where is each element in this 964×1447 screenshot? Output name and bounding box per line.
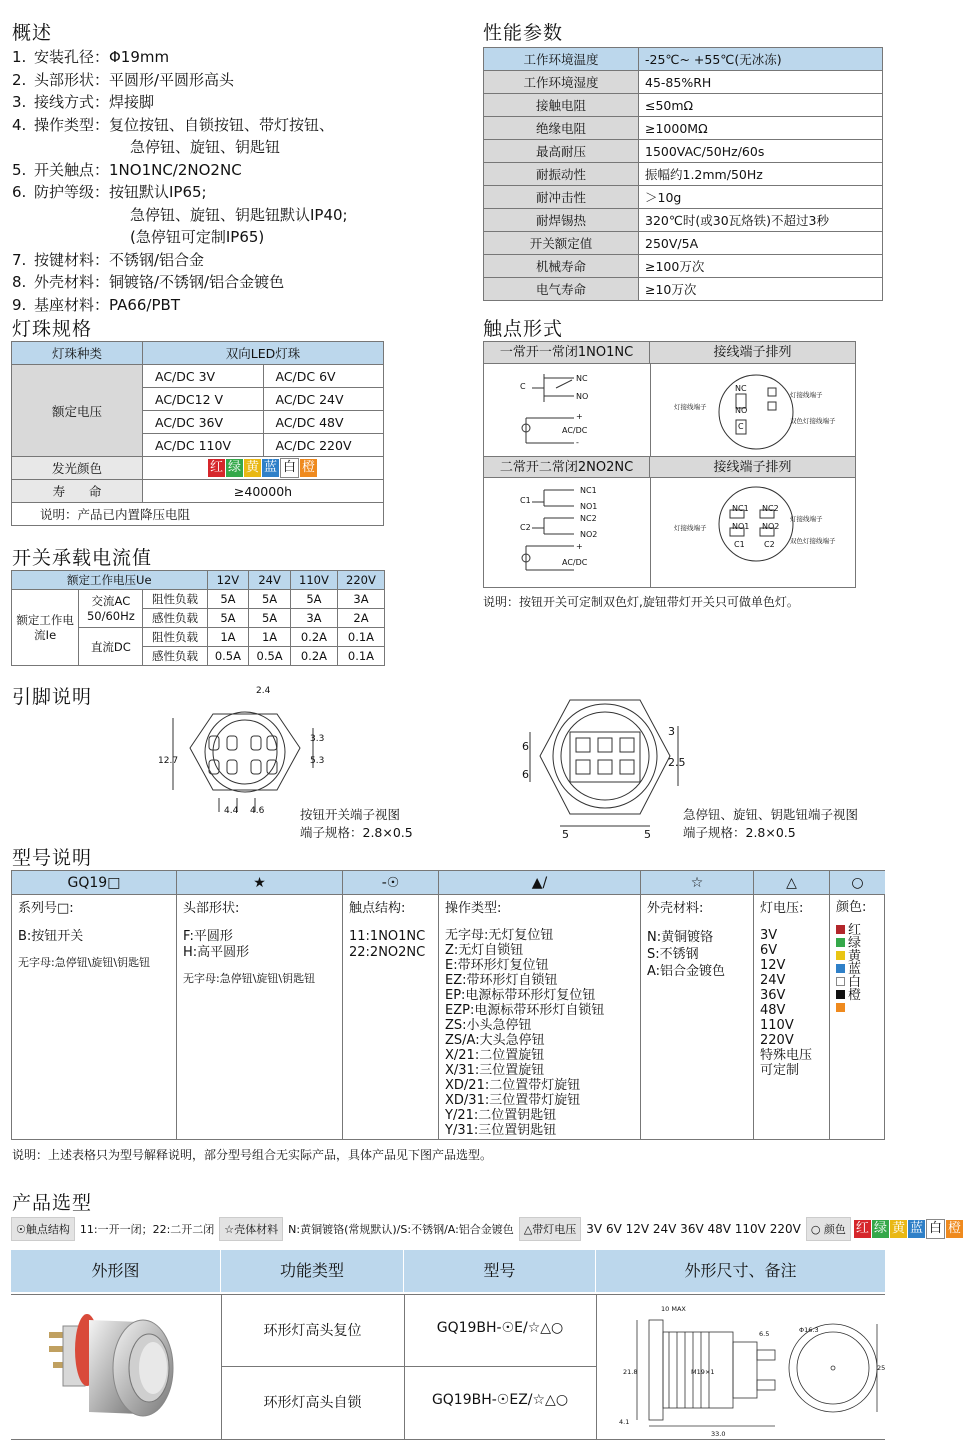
dim-label: 33.0 [711,1430,726,1438]
performance-key: 开关额定值 [484,232,639,255]
model-header: ▲/ [439,871,641,895]
pin-diagram-button [165,688,325,818]
led-voltage: AC/DC 110V [143,434,264,457]
dim-label: 3.3 [310,734,325,744]
performance-key: 最高耐压 [484,140,639,163]
overview-list [12,46,348,316]
label-nc: NC [576,374,588,383]
dim-label: 4.4 [224,806,239,816]
overview-text: 外壳材料：铜镀铬/不锈钢/铝合金镀色 [34,273,285,291]
performance-key: 绝缘电阻 [484,117,639,140]
performance-row [484,94,883,117]
performance-row [484,117,883,140]
label-no1: NO1 [580,502,598,511]
dim-label: 10 MAX [661,1305,686,1313]
contact-header-2: 接线端子排列 [650,342,855,364]
model-text: 颜色: [836,900,867,915]
dim-label: 25 [877,1364,886,1372]
dim-label: 21.8 [623,1368,638,1376]
current-cell: 5A [207,609,249,628]
current-cell: 5A [249,609,291,628]
model-text: EP:电源标带环形灯复位钮 [445,988,596,1003]
performance-value: ≥100万次 [639,255,883,278]
model-header: ★ [177,871,343,895]
sel-text: 11:一开一闭；22:二开二闭 [79,1223,215,1236]
model-note: 说明：上述表格只为型号解释说明，部分型号组合无实际产品，具体产品见下图产品选型。 [12,1148,493,1162]
performance-title: 性能参数 [483,22,564,44]
performance-value: 1500VAC/50Hz/60s [639,140,883,163]
model-col-voltage [754,895,830,1140]
label-no2: NO2 [580,530,598,539]
overview-num: 2. [12,70,27,89]
color-name: 蓝 [848,962,862,977]
product-func: 环形灯高头复位 [263,1323,362,1339]
model-text: ZS/A:大头急停钮 [445,1033,545,1048]
contact-header-4: 接线端子排列 [650,456,855,478]
color-name: 白 [848,975,862,990]
color-chip: 绿 [227,460,241,475]
led-type-label: 灯珠种类 [12,342,143,365]
volt-header: 12V [207,571,249,590]
model-col-shell [641,895,754,1140]
dim-label: 4.1 [619,1418,630,1426]
col-line [596,1294,597,1440]
dim-label: 6 [522,740,529,753]
performance-value: 45-85%RH [639,71,883,94]
model-header: GQ19□ [12,871,177,895]
performance-key: 工作环境温度 [484,48,639,71]
contact-form-box [483,341,856,588]
color-chip: 橙 [302,460,316,475]
model-text: 无字母:急停钮\旋钮\钥匙钮 [18,956,151,969]
model-text: EZ:带环形灯自锁钮 [445,973,558,988]
led-life-label: 寿 命 [12,480,143,503]
product-model: GQ19BH-☉E/☆△○ [436,1320,564,1336]
sel-text: N:黄铜镀铬(常规默认)/S:不锈钢/A:铝合金镀色 [288,1223,514,1236]
dim-label: 5 [644,828,651,841]
current-cell: 0.5A [249,647,291,666]
color-swatch [836,964,845,973]
current-cell: 5A [290,590,337,609]
dim-label: 5 [562,828,569,841]
sel-badge: ☉触点结构 [11,1217,75,1241]
row-line [11,1294,885,1295]
led-note: 说明：产品已内置降压电阻 [12,503,384,526]
pin-caption-line: 端子规格：2.8×0.5 [683,825,796,840]
model-text: 11:1NO1NC [349,929,426,944]
dim-label: 6.5 [759,1330,770,1338]
dim-label: 5.3 [310,756,325,766]
label-c: C [520,382,526,391]
load-label: 感性负载 [143,609,207,628]
label-nc2: NC2 [580,514,597,523]
model-header: -☉ [343,871,439,895]
product-header: 型号 [404,1250,596,1292]
performance-row [484,140,883,163]
model-header: △ [754,871,830,895]
performance-value: 250V/5A [639,232,883,255]
model-title: 型号说明 [12,847,93,869]
performance-key: 机械寿命 [484,255,639,278]
model-text: EZP:电源标带环形灯自锁钮 [445,1003,605,1018]
volt-header: 220V [337,571,384,590]
model-text: 12V [760,958,786,973]
overview-num: 7. [12,250,27,269]
sel-badge: ○ 颜色 [806,1217,851,1241]
current-table [11,570,385,666]
model-text: 操作类型: [445,901,502,916]
lamp-terminal-label: 灯接线端子 [790,391,823,399]
current-cell: 3A [290,609,337,628]
sel-badge: △带灯电压 [519,1217,581,1241]
performance-row [484,278,883,301]
load-label: 阻性负载 [143,590,207,609]
col-line [404,1294,405,1440]
performance-row [484,232,883,255]
overview-item [12,226,348,249]
current-cell: 0.5A [207,647,249,666]
model-text: 外壳材料: [647,901,704,916]
volt-header: 110V [290,571,337,590]
performance-row [484,163,883,186]
model-text: 头部形状: [183,901,240,916]
performance-value: ＞10g [639,186,883,209]
model-text: S:不锈钢 [647,947,699,962]
current-cell: 1A [207,628,249,647]
lamp-terminal-label: 灯接线端子 [674,403,707,411]
pin-caption-button [300,806,413,842]
model-text: 3V [760,928,778,943]
t-nc: NC [735,384,747,393]
led-table [11,341,384,526]
model-text: 无字母:无灯复位钮 [445,928,554,943]
dim-label: M19×1 [691,1368,715,1376]
pin-caption-line: 端子规格：2.8×0.5 [300,825,413,840]
color-chip: 蓝 [909,1221,923,1236]
model-text: 无字母:急停钮\旋钮\钥匙钮 [183,972,316,985]
selection-bar [11,1216,962,1242]
label-plus: + [576,412,583,421]
model-text: 系列号□: [18,901,74,916]
t-nc2: NC2 [762,504,779,513]
label-plus: + [576,542,583,551]
current-cell: 0.2A [290,647,337,666]
product-model: GQ19BH-☉EZ/☆△○ [431,1392,569,1408]
contact-header-1: 一常开一常闭1NO1NC [484,342,650,364]
model-text: 48V [760,1003,786,1018]
color-chip: 蓝 [264,460,278,475]
performance-row [484,48,883,71]
current-cell: 5A [207,590,249,609]
color-name: 橙 [848,988,862,1003]
overview-text: 急停钮、旋钮、钥匙钮默认IP40; [130,205,348,224]
label-acdc: AC/DC [562,426,588,435]
color-name: 黄 [848,949,862,964]
volt-header: 24V [249,571,291,590]
performance-key: 耐焊锡热 [484,209,639,232]
overview-item [12,249,348,272]
performance-key: 耐冲击性 [484,186,639,209]
model-header: ○ [830,871,885,895]
dim-label: 4.6 [250,806,265,816]
label-c1: C1 [520,496,531,505]
model-text: 灯电压: [760,901,804,916]
current-cell: 5A [249,590,291,609]
load-label: 感性负载 [143,647,207,666]
t-no: NO [735,406,748,415]
model-text: ZS:小头急停钮 [445,1018,532,1033]
contact-title: 触点形式 [483,318,564,340]
sel-text: 3V 6V 12V 24V 36V 48V 110V 220V [586,1222,801,1236]
model-text: 特殊电压 [760,1048,813,1063]
selection-title: 产品选型 [12,1192,93,1214]
color-swatch [836,977,845,986]
overview-text: 开关触点：1NO1NC/2NO2NC [34,160,242,179]
dc-label: 直流DC [79,628,143,666]
model-text: F:平圆形 [183,929,233,944]
color-swatch [836,951,845,960]
product-header: 功能类型 [221,1250,404,1292]
load-label: 阻性负载 [143,628,207,647]
model-text: 220V [760,1033,794,1048]
current-cell: 0.2A [290,628,337,647]
overview-title: 概述 [12,22,53,44]
terminal-2no2nc [716,484,796,564]
led-voltage: AC/DC 24V [263,388,384,411]
dual-lamp-terminal-label: 双色灯接线端子 [790,417,836,425]
lamp-terminal-label: 灯接线端子 [674,524,707,532]
overview-item [12,136,348,159]
pin-caption-line: 急停钮、旋钮、钥匙钮端子视图 [683,807,859,822]
label-no: NO [576,392,589,401]
terminal-1no1nc [716,372,796,452]
overview-num: 4. [12,115,27,134]
dual-lamp-terminal-label: 双色灯接线端子 [790,537,836,545]
overview-num: 1. [12,48,27,66]
led-type-value: 双向LED灯珠 [143,342,384,365]
overview-item [12,181,348,204]
current-cell: 2A [337,609,384,628]
overview-num: 3. [12,93,27,111]
current-cell: 3A [337,590,384,609]
model-text: X/21:二位置旋钮 [445,1048,545,1063]
overview-text: 头部形状：平圆形/平圆形高头 [34,70,235,89]
model-text: 可定制 [760,1063,800,1078]
pin-caption-line: 按钮开关端子视图 [300,807,401,822]
performance-table [483,47,883,301]
model-col-series [12,895,177,1140]
model-table [11,870,885,1140]
pin-diagram-estop [520,686,690,836]
model-text: H:高平圆形 [183,945,250,960]
ac-label: 交流AC 50/60Hz [79,590,143,628]
color-chip: 绿 [873,1221,887,1236]
overview-num: 9. [12,295,27,314]
overview-num: 6. [12,183,27,201]
led-life-value: ≥40000h [143,480,384,503]
dimension-drawing [609,1306,886,1436]
led-voltage-label: 额定电压 [12,365,143,457]
t-nc1: NC1 [732,504,749,513]
col-line [221,1294,222,1440]
led-voltage: AC/DC 36V [143,411,264,434]
overview-text: 急停钮、旋钮、钥匙钮 [130,138,281,156]
rated-current-label: 额定工作电流Ie [12,590,79,666]
model-text: XD/21:二位置带灯旋钮 [445,1078,581,1093]
dim-label: 2.4 [256,686,271,696]
led-voltage: AC/DC 3V [143,365,264,388]
overview-item [12,159,348,182]
schematic-2no2nc [514,482,634,582]
dim-label: 12.7 [158,756,179,766]
product-table [11,1250,885,1440]
overview-item [12,46,348,69]
current-cell: 0.1A [337,628,384,647]
performance-row [484,186,883,209]
model-text: 110V [760,1018,794,1033]
performance-key: 工作环境湿度 [484,71,639,94]
color-chip: 红 [855,1221,869,1236]
led-color-chips [143,457,384,480]
current-cell: 0.1A [337,647,384,666]
color-chip: 黄 [891,1221,905,1236]
t-c1: C1 [734,540,745,549]
dim-label: 2.5 [668,756,686,769]
overview-item [12,204,348,227]
t-no1: NO1 [732,522,750,531]
performance-value: ≥10万次 [639,278,883,301]
overview-text: (急停钮可定制IP65) [130,228,265,246]
overview-text: 操作类型：复位按钮、自锁按钮、带灯按钮、 [34,115,335,134]
overview-text: 防护等级：按钮默认IP65; [34,183,207,201]
led-title: 灯珠规格 [12,318,93,340]
color-chip: 红 [209,460,223,475]
performance-row [484,255,883,278]
label-nc1: NC1 [580,486,597,495]
overview-text: 安装孔径：Φ19mm [34,48,170,66]
overview-item [12,294,348,317]
overview-item [12,114,348,137]
performance-row [484,71,883,94]
model-col-color [830,895,885,1140]
t-c2: C2 [764,540,775,549]
model-col-operation [439,895,641,1140]
product-header: 外形尺寸、备注 [596,1250,885,1292]
label-minus: - [576,438,579,447]
sel-color-chips [851,1219,964,1239]
model-text: 22:2NO2NC [349,945,426,960]
color-swatch [836,938,845,947]
pin-caption-estop [683,806,858,842]
performance-value: ≥1000MΩ [639,117,883,140]
color-swatch [836,990,845,999]
model-text: 6V [760,943,778,958]
performance-value: ≤50mΩ [639,94,883,117]
model-text: B:按钮开关 [18,929,84,944]
led-color-label: 发光颜色 [12,457,143,480]
current-header: 额定工作电压Ue [12,571,208,590]
led-voltage: AC/DC 6V [263,365,384,388]
color-chip: 橙 [948,1221,962,1236]
lamp-terminal-label: 灯接线端子 [790,515,823,523]
model-text: E:带环形灯复位钮 [445,958,549,973]
model-header: ☆ [641,871,754,895]
label-acdc: AC/DC [562,558,588,567]
overview-num: 8. [12,273,27,291]
dim-label: Φ16.3 [799,1326,819,1334]
color-swatch [836,1003,845,1012]
performance-value: -25℃~ +55℃(无冰冻) [639,48,883,71]
model-text: 24V [760,973,786,988]
model-text: 36V [760,988,786,1003]
color-chip: 白 [280,458,299,478]
model-text: 触点结构: [349,901,406,916]
dim-label: 6 [522,768,529,781]
led-voltage: AC/DC12 V [143,388,264,411]
performance-key: 接触电阻 [484,94,639,117]
schematic-1no1nc [514,368,634,454]
performance-key: 电气寿命 [484,278,639,301]
overview-num: 5. [12,160,27,179]
row-line [221,1366,596,1367]
product-header: 外形图 [11,1250,221,1292]
model-col-head [177,895,343,1140]
model-color-item [836,989,879,1002]
color-chip: 白 [926,1219,945,1239]
model-color-item [836,1002,879,1015]
overview-item [12,91,348,114]
color-swatch [836,925,845,934]
t-no2: NO2 [762,522,780,531]
product-photo [41,1302,201,1434]
overview-item [12,271,348,294]
model-text: X/31:三位置旋钮 [445,1063,545,1078]
model-col-contact [343,895,439,1140]
overview-text: 按键材料：不锈钢/铝合金 [34,250,205,269]
performance-value: 320℃时(或30瓦烙铁)不超过3秒 [639,209,883,232]
led-voltage: AC/DC 220V [263,434,384,457]
dim-label: 3 [668,725,675,738]
performance-value: 振幅约1.2mm/50Hz [639,163,883,186]
color-name: 红 [848,923,862,938]
current-title: 开关承载电流值 [12,547,153,569]
overview-text: 接线方式：焊接脚 [34,93,155,111]
model-text: Z:无灯自锁钮 [445,943,524,958]
color-chip: 黄 [245,460,259,475]
performance-row [484,209,883,232]
model-text: Y/21:二位置钥匙钮 [445,1108,557,1123]
contact-note: 说明：按钮开关可定制双色灯,旋钮带灯开关只可做单色灯。 [483,595,799,609]
model-text: N:黄铜镀铬 [647,930,714,945]
performance-key: 耐振动性 [484,163,639,186]
model-text: Y/31:三位置钥匙钮 [445,1123,557,1138]
model-text: XD/31:三位置带灯旋钮 [445,1093,581,1108]
overview-item [12,69,348,92]
contact-header-3: 二常开二常闭2NO2NC [484,456,650,478]
pins-title: 引脚说明 [12,686,93,708]
model-text: A:铝合金镀色 [647,964,726,979]
led-voltage: AC/DC 48V [263,411,384,434]
current-cell: 1A [249,628,291,647]
sel-badge: ☆壳体材料 [219,1217,283,1241]
overview-text: 基座材料：PA66/PBT [34,295,180,314]
label-c2: C2 [520,523,531,532]
product-func: 环形灯高头自锁 [263,1395,362,1411]
t-c: C [738,422,744,431]
color-name: 绿 [848,936,862,951]
